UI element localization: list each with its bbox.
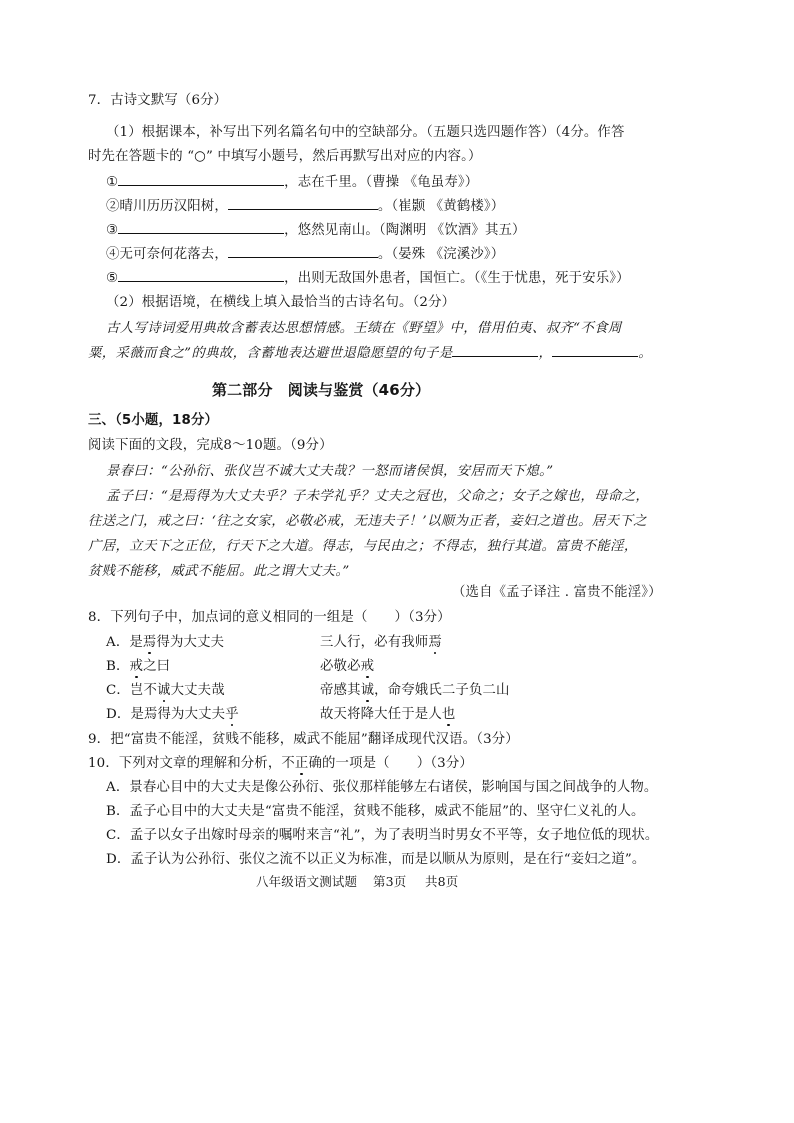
answer-blank[interactable] [452,344,538,357]
passage-line-2: 孟子曰：“是焉得为大丈夫乎？子未学礼乎？丈夫之冠也，父命之；女子之嫁也，母命之， [106,489,650,504]
section-3-title: 三、（5小题，18分） [88,413,219,428]
q8-option-a: A．是焉得为大丈夫 [106,635,225,650]
q8-option-c-compare: 帝感其诚，命夸娥氏二子负二山 [320,683,510,698]
answer-blank[interactable] [552,344,638,357]
q9-title: 9．把“富贵不能淫，贫贱不能移，威武不能屈”翻译成现代汉语。（3分） [88,732,519,747]
q8-option-d-compare: 故天将降大任于是人也 [320,707,456,722]
passage-source: （选自《孟子译注 . 富贵不能淫》） [452,585,662,600]
q7-part2-line1: 古人写诗词爱用典故含蓄表达思想情感。王绩在《野望》中，借用伯夷、叔齐“不食周 [106,321,622,336]
q8-option-a-compare: 三人行，必有我师焉 [320,635,442,650]
answer-blank[interactable] [228,197,378,210]
q10-option-c: C．孟子以女子出嫁时母亲的嘱咐来言“礼”，为了表明当时男女不平等，女子地位低的现状。 [106,828,659,843]
q10-option-b: B．孟子心目中的大丈夫是“富贵不能淫，贫贱不能移，威武不能屈”的、坚守仁义礼的人。 [106,804,645,819]
q7-item-3: ③ ，悠然见南山。（陶渊明 《饮酒》其五） [106,223,526,238]
footer-page-number: 第3页 [373,874,407,889]
passage-line-5: 贫贱不能移，威武不能屈。此之谓大丈夫。” [88,564,350,579]
q7-item-5: ⑤ ，出则无敌国外患者，国恒亡。（《生于忧患，死于安乐》） [106,271,630,286]
passage-line-3: 往送之门，戒之曰：‘往之女家，必敬必戒，无违夫子！’以顺为正者，妾妇之道也。居天下之 [88,514,647,529]
q7-item-4: ④无可奈何花落去， 。（晏殊 《浣溪沙》） [106,247,505,262]
q8-option-b-compare: 必敬必戒 [320,659,375,674]
q8-option-b: B．戒之曰 [106,659,171,674]
q7-part1-line2: 时先在答题卡的 “○” 中填写小题号，然后再默写出对应的内容。） [88,149,482,164]
passage-line-1: 景春曰：“公孙衍、张仪岂不诚大丈夫哉？一怒而诸侯惧，安居而天下熄。” [106,464,554,479]
q10-title: 10．下列对文章的理解和分析，不正确的一项是（ ）（3分） [88,756,473,771]
footer-subject: 八年级语文测试题 [256,874,358,889]
q7-title: 7．古诗文默写（6分） [88,93,228,108]
section-3-intro: 阅读下面的文段，完成8～10题。（9分） [88,438,333,453]
answer-blank[interactable] [118,173,284,186]
q7-part2-title: （2）根据语境，在横线上填入最恰当的古诗名句。（2分） [106,295,456,310]
answer-blank[interactable] [228,245,378,258]
section-2-title: 第二部分 阅读与鉴赏（46分） [212,381,431,399]
q10-option-d: D．孟子认为公孙衍、张仪之流不以正义为标准，而是以顺从为原则，是在行“妾妇之道”。 [106,852,646,867]
q7-item-1: ① ，志在千里。（曹操 《龟虽寿》） [106,175,479,190]
answer-blank[interactable] [118,269,284,282]
q7-part1-line1: （1）根据课本，补写出下列名篇名句中的空缺部分。（五题只选四题作答）（4分。作答 [106,125,625,140]
q8-option-d: D．是焉得为大丈夫乎 [106,707,239,722]
passage-line-4: 广居，立天下之正位，行天下之大道。得志，与民由之；不得志，独行其道。富贵不能淫， [88,539,638,554]
q7-item-2: ②晴川历历汉阳树， 。（崔颢 《黄鹤楼》） [106,199,505,214]
q8-option-c: C．岂不诚大丈夫哉 [106,683,225,698]
q8-title: 8．下列句子中，加点词的意义相同的一组是（ ）（3分） [88,610,451,625]
q7-part2-line2: 粟，采薇而食之”的典故，含蓄地表达避世退隐愿望的句子是 ， 。 [88,346,652,361]
q10-option-a: A．景春心目中的大丈夫是像公孙衍、张仪那样能够左右诸侯，影响国与国之间战争的人物。 [106,780,658,795]
answer-blank[interactable] [118,221,284,234]
footer-total-pages: 共8页 [425,874,459,889]
